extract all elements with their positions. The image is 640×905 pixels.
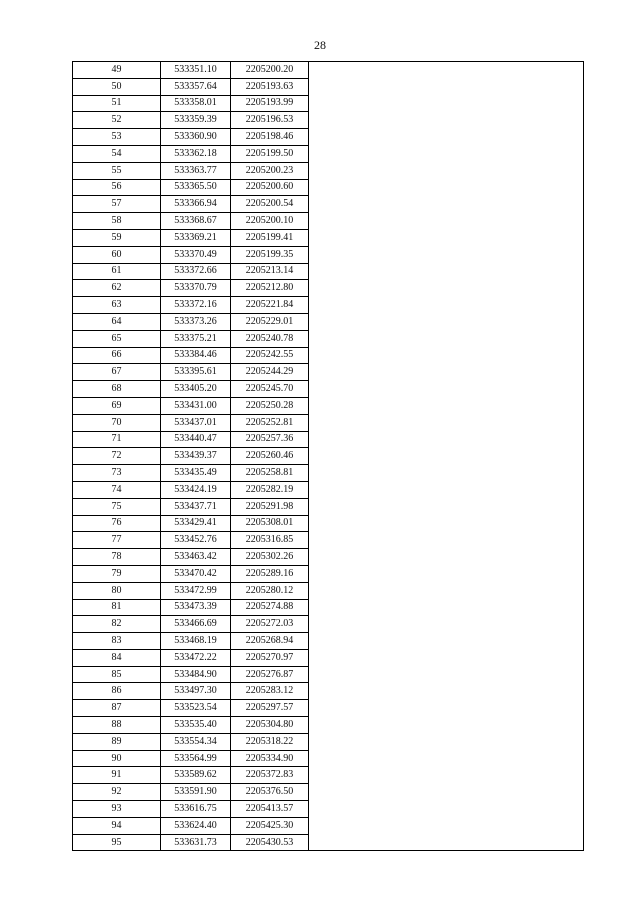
x-coordinate-cell: 533472.22 <box>161 649 231 666</box>
x-coordinate-cell: 533359.39 <box>161 112 231 129</box>
x-coordinate-cell: 533470.42 <box>161 565 231 582</box>
point-number-cell: 55 <box>73 162 161 179</box>
y-coordinate-cell: 2205302.26 <box>231 549 309 566</box>
y-coordinate-cell: 2205413.57 <box>231 801 309 818</box>
point-number-cell: 56 <box>73 179 161 196</box>
x-coordinate-cell: 533439.37 <box>161 448 231 465</box>
point-number-cell: 63 <box>73 297 161 314</box>
point-number-cell: 84 <box>73 649 161 666</box>
y-coordinate-cell: 2205280.12 <box>231 582 309 599</box>
x-coordinate-cell: 533466.69 <box>161 616 231 633</box>
point-number-cell: 91 <box>73 767 161 784</box>
y-coordinate-cell: 2205297.57 <box>231 700 309 717</box>
y-coordinate-cell: 2205221.84 <box>231 297 309 314</box>
point-number-cell: 82 <box>73 616 161 633</box>
point-number-cell: 58 <box>73 213 161 230</box>
point-number-cell: 54 <box>73 145 161 162</box>
x-coordinate-cell: 533357.64 <box>161 78 231 95</box>
x-coordinate-cell: 533437.01 <box>161 414 231 431</box>
y-coordinate-cell: 2205252.81 <box>231 414 309 431</box>
point-number-cell: 72 <box>73 448 161 465</box>
y-coordinate-cell: 2205318.22 <box>231 733 309 750</box>
y-coordinate-cell: 2205270.97 <box>231 649 309 666</box>
point-number-cell: 57 <box>73 196 161 213</box>
y-coordinate-cell: 2205425.30 <box>231 817 309 834</box>
x-coordinate-cell: 533366.94 <box>161 196 231 213</box>
point-number-cell: 86 <box>73 683 161 700</box>
point-number-cell: 93 <box>73 801 161 818</box>
y-coordinate-cell: 2205289.16 <box>231 565 309 582</box>
x-coordinate-cell: 533484.90 <box>161 666 231 683</box>
y-coordinate-cell: 2205258.81 <box>231 465 309 482</box>
empty-notes-column <box>309 62 584 851</box>
x-coordinate-cell: 533468.19 <box>161 633 231 650</box>
y-coordinate-cell: 2205229.01 <box>231 313 309 330</box>
y-coordinate-cell: 2205193.99 <box>231 95 309 112</box>
point-number-cell: 76 <box>73 515 161 532</box>
point-number-cell: 64 <box>73 313 161 330</box>
y-coordinate-cell: 2205316.85 <box>231 532 309 549</box>
x-coordinate-cell: 533591.90 <box>161 784 231 801</box>
y-coordinate-cell: 2205274.88 <box>231 599 309 616</box>
x-coordinate-cell: 533631.73 <box>161 834 231 851</box>
point-number-cell: 60 <box>73 246 161 263</box>
point-number-cell: 87 <box>73 700 161 717</box>
point-number-cell: 78 <box>73 549 161 566</box>
y-coordinate-cell: 2205245.70 <box>231 381 309 398</box>
point-number-cell: 67 <box>73 364 161 381</box>
point-number-cell: 68 <box>73 381 161 398</box>
y-coordinate-cell: 2205212.80 <box>231 280 309 297</box>
point-number-cell: 94 <box>73 817 161 834</box>
x-coordinate-cell: 533370.79 <box>161 280 231 297</box>
point-number-cell: 66 <box>73 347 161 364</box>
x-coordinate-cell: 533351.10 <box>161 62 231 79</box>
x-coordinate-cell: 533372.16 <box>161 297 231 314</box>
y-coordinate-cell: 2205196.53 <box>231 112 309 129</box>
point-number-cell: 59 <box>73 229 161 246</box>
point-number-cell: 92 <box>73 784 161 801</box>
y-coordinate-cell: 2205268.94 <box>231 633 309 650</box>
x-coordinate-cell: 533435.49 <box>161 465 231 482</box>
y-coordinate-cell: 2205430.53 <box>231 834 309 851</box>
point-number-cell: 71 <box>73 431 161 448</box>
y-coordinate-cell: 2205283.12 <box>231 683 309 700</box>
point-number-cell: 70 <box>73 414 161 431</box>
y-coordinate-cell: 2205200.60 <box>231 179 309 196</box>
x-coordinate-cell: 533373.26 <box>161 313 231 330</box>
x-coordinate-cell: 533372.66 <box>161 263 231 280</box>
point-number-cell: 52 <box>73 112 161 129</box>
y-coordinate-cell: 2205304.80 <box>231 717 309 734</box>
y-coordinate-cell: 2205376.50 <box>231 784 309 801</box>
point-number-cell: 61 <box>73 263 161 280</box>
point-number-cell: 95 <box>73 834 161 851</box>
x-coordinate-cell: 533463.42 <box>161 549 231 566</box>
x-coordinate-cell: 533368.67 <box>161 213 231 230</box>
x-coordinate-cell: 533589.62 <box>161 767 231 784</box>
point-number-cell: 75 <box>73 498 161 515</box>
y-coordinate-cell: 2205199.41 <box>231 229 309 246</box>
point-number-cell: 85 <box>73 666 161 683</box>
y-coordinate-cell: 2205213.14 <box>231 263 309 280</box>
y-coordinate-cell: 2205244.29 <box>231 364 309 381</box>
point-number-cell: 90 <box>73 750 161 767</box>
point-number-cell: 81 <box>73 599 161 616</box>
point-number-cell: 65 <box>73 330 161 347</box>
x-coordinate-cell: 533395.61 <box>161 364 231 381</box>
y-coordinate-cell: 2205276.87 <box>231 666 309 683</box>
x-coordinate-cell: 533384.46 <box>161 347 231 364</box>
point-number-cell: 80 <box>73 582 161 599</box>
x-coordinate-cell: 533437.71 <box>161 498 231 515</box>
x-coordinate-cell: 533440.47 <box>161 431 231 448</box>
x-coordinate-cell: 533424.19 <box>161 481 231 498</box>
point-number-cell: 89 <box>73 733 161 750</box>
y-coordinate-cell: 2205200.10 <box>231 213 309 230</box>
y-coordinate-cell: 2205291.98 <box>231 498 309 515</box>
x-coordinate-cell: 533523.54 <box>161 700 231 717</box>
point-number-cell: 77 <box>73 532 161 549</box>
x-coordinate-cell: 533363.77 <box>161 162 231 179</box>
table-row <box>73 62 584 79</box>
y-coordinate-cell: 2205282.19 <box>231 481 309 498</box>
x-coordinate-cell: 533452.76 <box>161 532 231 549</box>
x-coordinate-cell: 533358.01 <box>161 95 231 112</box>
x-coordinate-cell: 533472.99 <box>161 582 231 599</box>
x-coordinate-cell: 533535.40 <box>161 717 231 734</box>
point-number-cell: 83 <box>73 633 161 650</box>
x-coordinate-cell: 533497.30 <box>161 683 231 700</box>
y-coordinate-cell: 2205200.23 <box>231 162 309 179</box>
y-coordinate-cell: 2205193.63 <box>231 78 309 95</box>
point-number-cell: 73 <box>73 465 161 482</box>
x-coordinate-cell: 533473.39 <box>161 599 231 616</box>
point-number-cell: 51 <box>73 95 161 112</box>
point-number-cell: 62 <box>73 280 161 297</box>
y-coordinate-cell: 2205199.35 <box>231 246 309 263</box>
point-number-cell: 49 <box>73 62 161 79</box>
x-coordinate-cell: 533616.75 <box>161 801 231 818</box>
x-coordinate-cell: 533429.41 <box>161 515 231 532</box>
x-coordinate-cell: 533370.49 <box>161 246 231 263</box>
x-coordinate-cell: 533360.90 <box>161 129 231 146</box>
y-coordinate-cell: 2205198.46 <box>231 129 309 146</box>
y-coordinate-cell: 2205272.03 <box>231 616 309 633</box>
x-coordinate-cell: 533375.21 <box>161 330 231 347</box>
y-coordinate-cell: 2205200.54 <box>231 196 309 213</box>
y-coordinate-cell: 2205372.83 <box>231 767 309 784</box>
x-coordinate-cell: 533564.99 <box>161 750 231 767</box>
y-coordinate-cell: 2205308.01 <box>231 515 309 532</box>
y-coordinate-cell: 2205242.55 <box>231 347 309 364</box>
point-number-cell: 88 <box>73 717 161 734</box>
coordinate-table <box>72 61 584 851</box>
point-number-cell: 79 <box>73 565 161 582</box>
point-number-cell: 74 <box>73 481 161 498</box>
point-number-cell: 50 <box>73 78 161 95</box>
y-coordinate-cell: 2205199.50 <box>231 145 309 162</box>
page-number: 28 <box>314 38 326 52</box>
point-number-cell: 69 <box>73 397 161 414</box>
x-coordinate-cell: 533362.18 <box>161 145 231 162</box>
coordinate-table-body <box>73 62 584 851</box>
point-number-cell: 53 <box>73 129 161 146</box>
y-coordinate-cell: 2205260.46 <box>231 448 309 465</box>
y-coordinate-cell: 2205334.90 <box>231 750 309 767</box>
x-coordinate-cell: 533624.40 <box>161 817 231 834</box>
x-coordinate-cell: 533554.34 <box>161 733 231 750</box>
x-coordinate-cell: 533431.00 <box>161 397 231 414</box>
y-coordinate-cell: 2205240.78 <box>231 330 309 347</box>
x-coordinate-cell: 533405.20 <box>161 381 231 398</box>
y-coordinate-cell: 2205257.36 <box>231 431 309 448</box>
x-coordinate-cell: 533369.21 <box>161 229 231 246</box>
y-coordinate-cell: 2205200.20 <box>231 62 309 79</box>
y-coordinate-cell: 2205250.28 <box>231 397 309 414</box>
x-coordinate-cell: 533365.50 <box>161 179 231 196</box>
